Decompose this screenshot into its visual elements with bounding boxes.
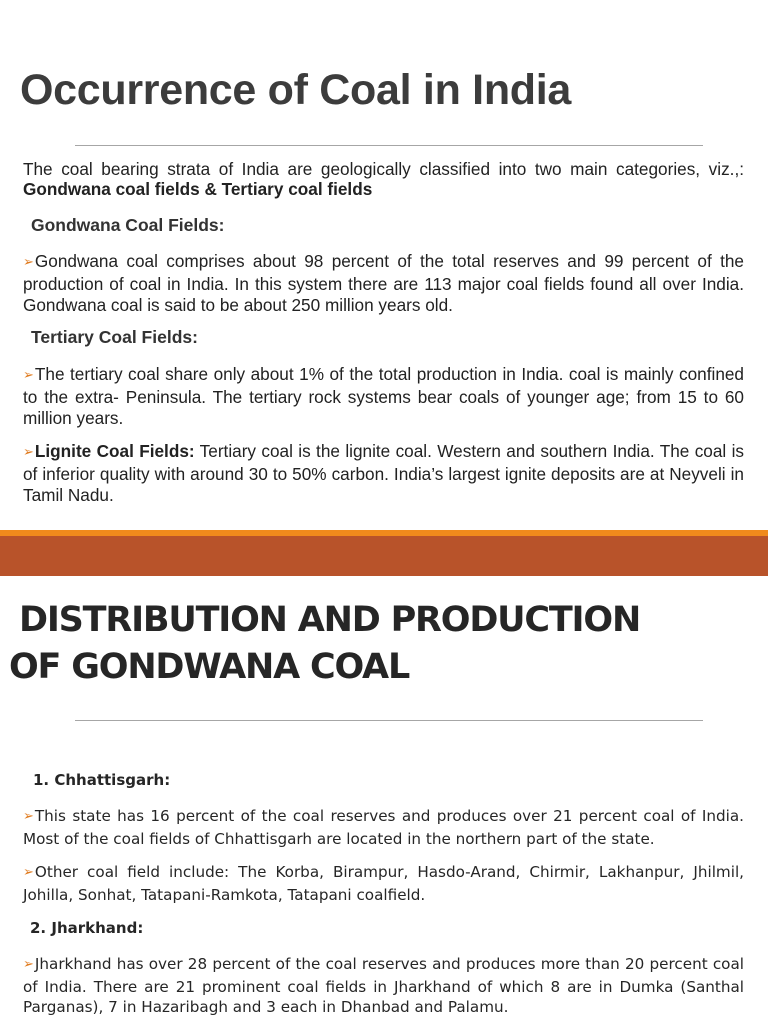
tertiary-bullet	[23, 364, 744, 428]
slide-distribution	[0, 576, 768, 1024]
jharkhand-bullet	[23, 954, 744, 1018]
bullet-arrow-icon: ➢	[23, 809, 34, 824]
jharkhand-text: Jharkhand has over 28 percent of the coal reserves and produces more than 20 percent coal of India. There are 21 prominent coal fields in Jharkhand of which 8 are in Dumka (Santhal Parganas), 7 in Hazaribagh and 3 each in Dhanbad and Palamu.	[23, 955, 744, 1016]
intro-text: The coal bearing strata of India are geologically classified into two main categories, viz.,:	[23, 159, 744, 179]
gondwana-text: Gondwana coal comprises about 98 percent of the total reserves and 99 percent of the production of coal in India. In this system there are 113 major coal fields found all over India. Gondwana coal is said to be about 250 million years old.	[23, 251, 744, 315]
tertiary-heading: Tertiary Coal Fields:	[31, 327, 198, 347]
bullet-arrow-icon: ➢	[23, 255, 34, 270]
lignite-label: Lignite Coal Fields:	[34, 441, 195, 461]
gondwana-heading: Gondwana Coal Fields:	[31, 215, 225, 235]
intro-bold-text: Gondwana coal fields & Tertiary coal fields	[23, 179, 373, 200]
tertiary-text: The tertiary coal share only about 1% of the total production in India. coal is mainly confined to the extra- Peninsula. The tertiary rock systems bear coals of younger age; from 15 to 60 million years.	[23, 364, 744, 428]
lignite-text: Tertiary coal is the lignite coal. Western and southern India. The coal is of inferior quality with around 30 to 50% carbon. India’s largest ignite deposits are at Neyveli in Tamil Nadu.	[23, 441, 744, 505]
chhattisgarh-bullet-1	[23, 806, 744, 849]
chhattisgarh-heading: 1. Chhattisgarh:	[33, 771, 171, 789]
chhattisgarh-text-1: This state has 16 percent of the coal reserves and produces over 21 percent coal of India. Most of the coal fields of Chhattisgarh are located in the northern part of the state.	[23, 807, 744, 848]
jharkhand-heading: 2. Jharkhand:	[30, 919, 144, 937]
title-rule	[75, 145, 703, 146]
slide-divider-band	[0, 536, 768, 576]
chhattisgarh-text-2: Other coal field include: The Korba, Birampur, Hasdo-Arand, Chirmir, Lakhanpur, Jhilmil, Johilla, Sonhat, Tatapani-Ramkota, Tatapani coalfield.	[23, 863, 744, 904]
chhattisgarh-bullet-2	[23, 862, 744, 905]
bullet-arrow-icon: ➢	[23, 865, 34, 880]
gondwana-bullet	[23, 251, 744, 315]
slide-title-line2: OF GONDWANA COAL	[9, 647, 410, 687]
intro-paragraph	[23, 159, 744, 200]
bullet-arrow-icon: ➢	[23, 957, 34, 972]
slide-title: Occurrence of Coal in India	[20, 66, 572, 114]
slide-title-line1: DISTRIBUTION AND PRODUCTION	[19, 600, 641, 640]
bullet-arrow-icon: ➢	[23, 368, 34, 383]
bullet-arrow-icon: ➢	[23, 445, 34, 460]
lignite-bullet	[23, 441, 744, 505]
title-rule	[75, 720, 703, 721]
